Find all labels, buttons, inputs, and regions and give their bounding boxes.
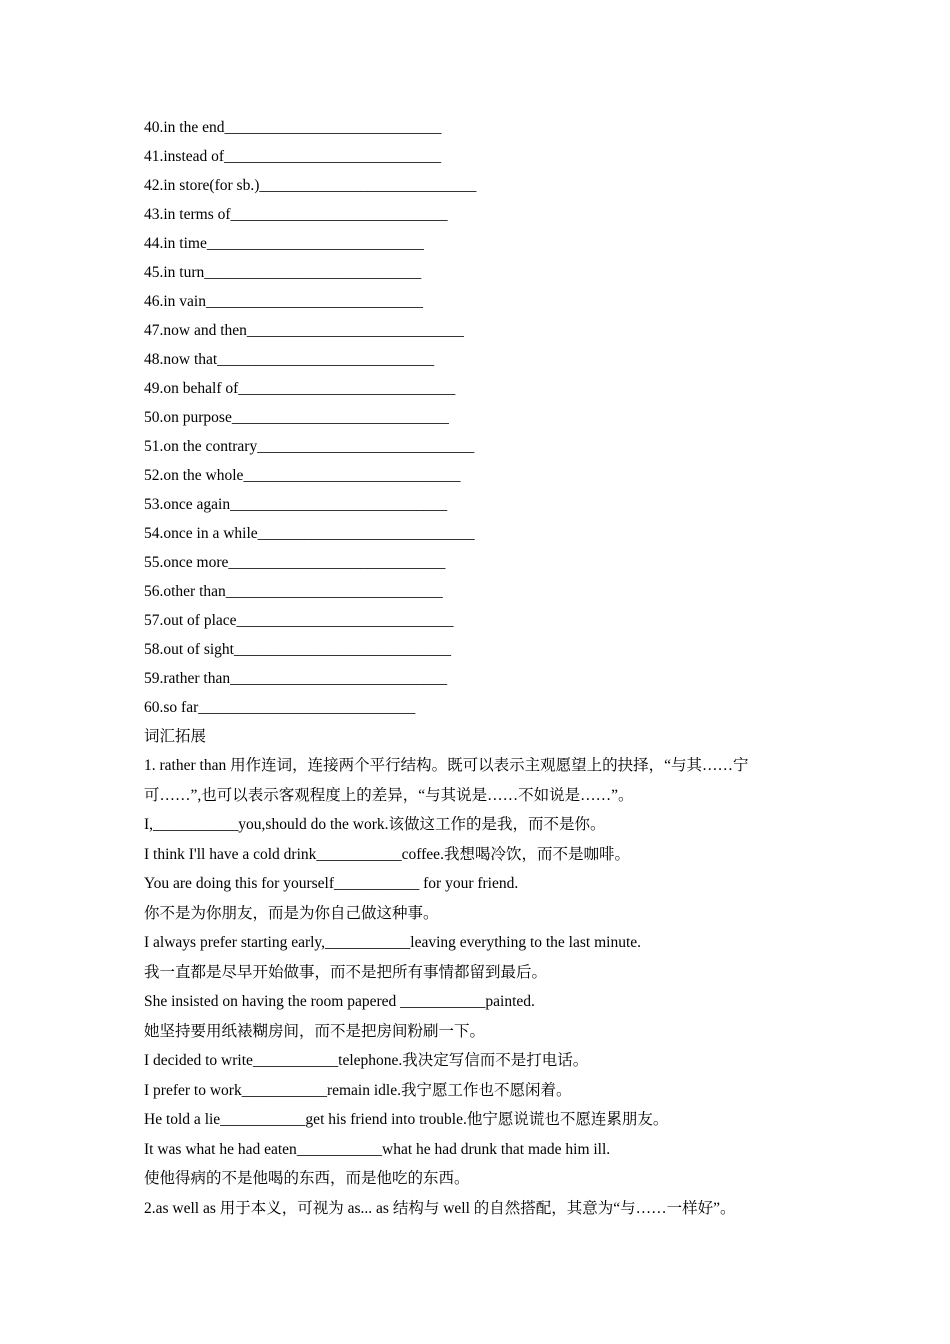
phrase-item: 59.rather than____________________________ — [144, 670, 448, 687]
example-list — [144, 810, 824, 1194]
phrase-item: 56.other than____________________________ — [144, 583, 443, 600]
example-translation: 我一直都是尽早开始做事，而不是把所有事情都留到最后。 — [144, 963, 548, 981]
phrase-item: 50.on purpose____________________________ — [144, 409, 449, 426]
phrase-item: 53.once again____________________________ — [144, 496, 448, 513]
note-rather-than-line-1: 1. rather than 用作连词，连接两个平行结构。既可以表示主观愿望上的抉择，“与其……宁 — [144, 757, 749, 774]
example-sentence: I,___________you,should do the work.该做这工作的是我，而不是你。 — [144, 816, 606, 833]
phrase-item: 55.once more____________________________ — [144, 554, 446, 571]
phrase-item: 41.instead of____________________________ — [144, 148, 442, 165]
phrase-item: 44.in time____________________________ — [144, 235, 424, 252]
note-as-well-as: 2.as well as 用于本义，可视为 as... as 结构与 well 的自然搭配，其意为“与……一样好”。 — [144, 1199, 736, 1217]
example-sentence: You are doing this for yourself___________ for your friend. — [144, 875, 519, 892]
phrase-item: 49.on behalf of____________________________ — [144, 380, 456, 397]
example-sentence: I think I'll have a cold drink___________coffee.我想喝冷饮，而不是咖啡。 — [144, 845, 630, 863]
phrase-item: 43.in terms of____________________________ — [144, 206, 448, 223]
document-page — [144, 113, 824, 1223]
phrase-item: 47.now and then____________________________ — [144, 322, 464, 339]
phrase-item: 46.in vain____________________________ — [144, 293, 423, 310]
note-rather-than-line-2: 可……”,也可以表示客观程度上的差异，“与其说是……不如说是……”。 — [144, 786, 634, 804]
phrase-item: 48.now that____________________________ — [144, 351, 435, 368]
phrase-item: 45.in turn____________________________ — [144, 264, 422, 281]
example-sentence: She insisted on having the room papered ___________painted. — [144, 993, 535, 1010]
phrase-item: 52.on the whole____________________________ — [144, 467, 461, 484]
example-translation: 你不是为你朋友，而是为你自己做这种事。 — [144, 904, 439, 922]
phrase-item: 51.on the contrary____________________________ — [144, 438, 475, 455]
example-translation: 她坚持要用纸裱糊房间，而不是把房间粉刷一下。 — [144, 1022, 486, 1040]
phrase-item: 58.out of sight____________________________ — [144, 641, 451, 658]
example-sentence: It was what he had eaten___________what he had drunk that made him ill. — [144, 1140, 611, 1158]
phrase-item: 54.once in a while____________________________ — [144, 525, 475, 542]
phrase-item: 40.in the end____________________________ — [144, 119, 442, 136]
phrase-item: 42.in store(for sb.)____________________________ — [144, 177, 477, 194]
section-title: 词汇拓展 — [144, 728, 207, 745]
example-translation: 使他得病的不是他喝的东西，而是他吃的东西。 — [144, 1170, 470, 1187]
phrase-item: 60.so far____________________________ — [144, 699, 416, 716]
phrase-item: 57.out of place____________________________ — [144, 612, 454, 629]
example-sentence: I always prefer starting early,___________leaving everything to the last minute. — [144, 934, 642, 951]
example-sentence: He told a lie___________get his friend into trouble.他宁愿说谎也不愿连累朋友。 — [144, 1111, 669, 1128]
example-sentence: I decided to write___________telephone.我决定写信而不是打电话。 — [144, 1052, 589, 1069]
example-sentence: I prefer to work___________remain idle.我宁愿工作也不愿闲着。 — [144, 1081, 572, 1099]
phrase-list — [144, 113, 824, 722]
